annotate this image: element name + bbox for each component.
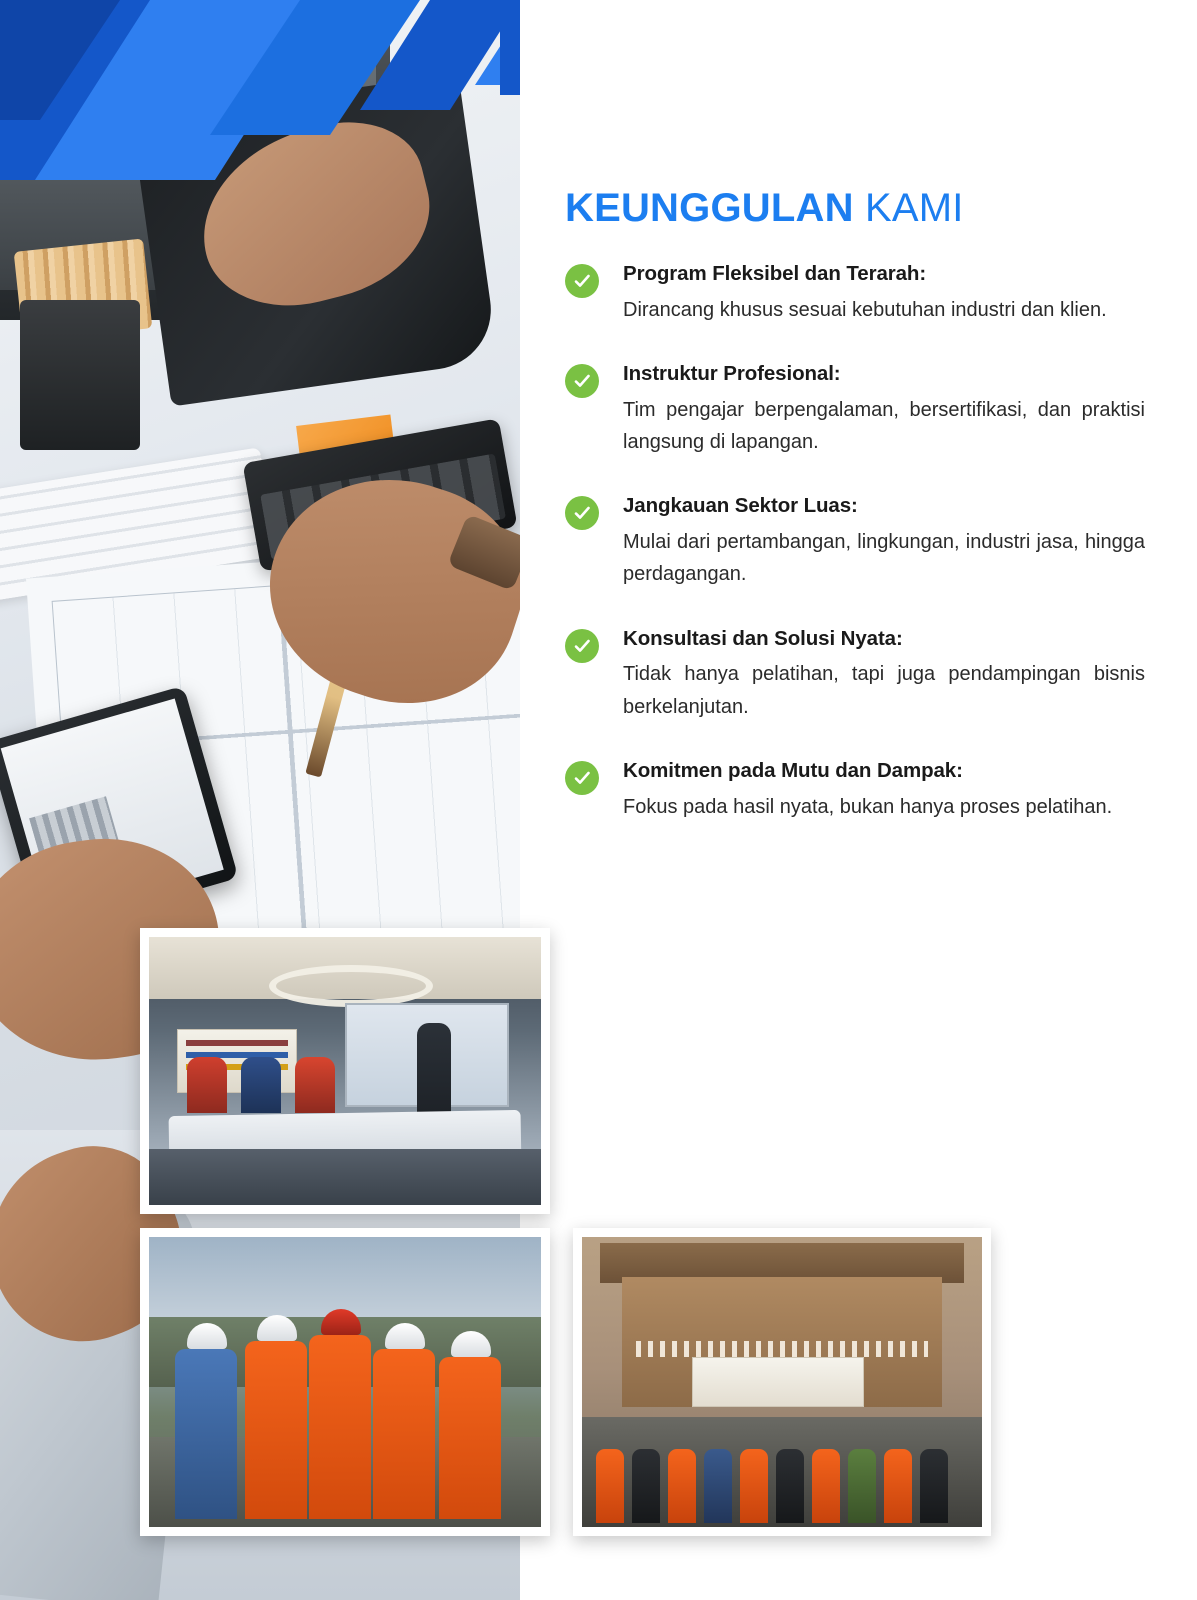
check-circle-icon [565, 761, 599, 795]
page-title [565, 186, 964, 231]
pen-holder-shape [20, 300, 140, 450]
group-photo-wooden-building [573, 1228, 991, 1536]
blue-angled-decoration [0, 0, 520, 180]
list-item [565, 362, 1145, 458]
check-circle-icon [565, 364, 599, 398]
check-circle-icon [565, 629, 599, 663]
advantage-description: Tidak hanya pelatihan, tapi juga pendampingan bisnis berkelanjutan. [623, 663, 1145, 718]
list-item [565, 759, 1145, 823]
advantage-title: Program Fleksibel dan Terarah: [623, 262, 927, 285]
list-item [565, 494, 1145, 590]
list-item [565, 627, 1145, 723]
advantage-description: Fokus pada hasil nyata, bukan hanya proses pelatihan. [623, 795, 1113, 818]
training-meeting-room-photo [140, 928, 550, 1214]
page-title-bold: KEUNGGULAN [565, 186, 854, 230]
advantage-description: Mulai dari pertambangan, lingkungan, industri jasa, hingga perdagangan. [623, 530, 1145, 586]
advantage-title: Jangkauan Sektor Luas: [623, 494, 858, 518]
advantage-title: Instruktur Profesional: [623, 361, 841, 385]
advantage-description: Tim pengajar berpengalaman, bersertifikasi, dan praktisi langsung di lapangan. [623, 398, 1145, 453]
advantage-description: Dirancang khusus sesuai kebutuhan industri dan klien. [623, 298, 1107, 321]
advantage-title: Konsultasi dan Solusi Nyata: [623, 626, 903, 650]
check-circle-icon [565, 264, 599, 298]
check-circle-icon [565, 496, 599, 530]
field-workers-safety-vest-photo [140, 1228, 550, 1536]
advantages-list [565, 262, 1145, 859]
list-item [565, 262, 1145, 326]
advantage-title: Komitmen pada Mutu dan Dampak: [623, 759, 963, 783]
page-title-light: KAMI [853, 186, 964, 230]
